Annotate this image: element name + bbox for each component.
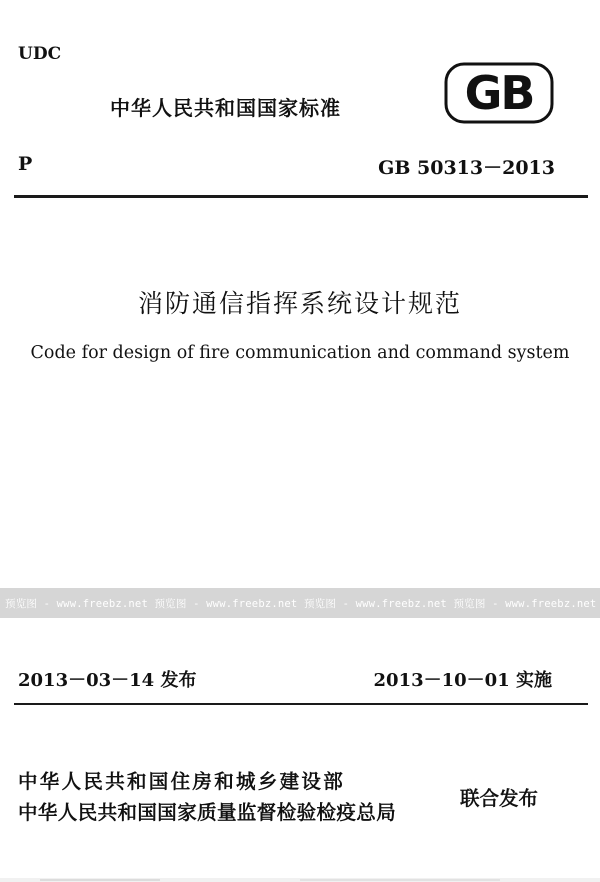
standard-type-title: 中华人民共和国国家标准 [110, 96, 341, 120]
udc-label: UDC [18, 44, 62, 64]
issuer-ministry-housing: 中华人民共和国住房和城乡建设部 [18, 770, 346, 793]
implementation-date: 2013－10－01 实施 [373, 670, 552, 691]
classification-code: P [18, 153, 33, 175]
header-divider [14, 195, 588, 198]
svg-text:GB: GB [464, 66, 534, 120]
document-title-chinese: 消防通信指挥系统设计规范 [137, 289, 462, 318]
issue-date: 2013－03－14 发布 [18, 670, 197, 691]
footer-divider [14, 703, 588, 705]
watermark-text: 预览图 - www.freebz.net 预览图 - www.freebz.net 预览图 - www.freebz.net 预览图 - www.freebz.net [5, 598, 597, 610]
issuer-aqsiq: 中华人民共和国国家质量监督检验检疫总局 [18, 801, 397, 824]
joint-issue-label: 联合发布 [460, 787, 539, 810]
standard-number: GB 50313－2013 [378, 157, 555, 179]
gb-logo-icon [444, 62, 554, 124]
watermark-band [0, 588, 600, 618]
scan-edge-marks [0, 872, 600, 882]
document-title-english: Code for design of fire communication and command system [30, 343, 570, 363]
